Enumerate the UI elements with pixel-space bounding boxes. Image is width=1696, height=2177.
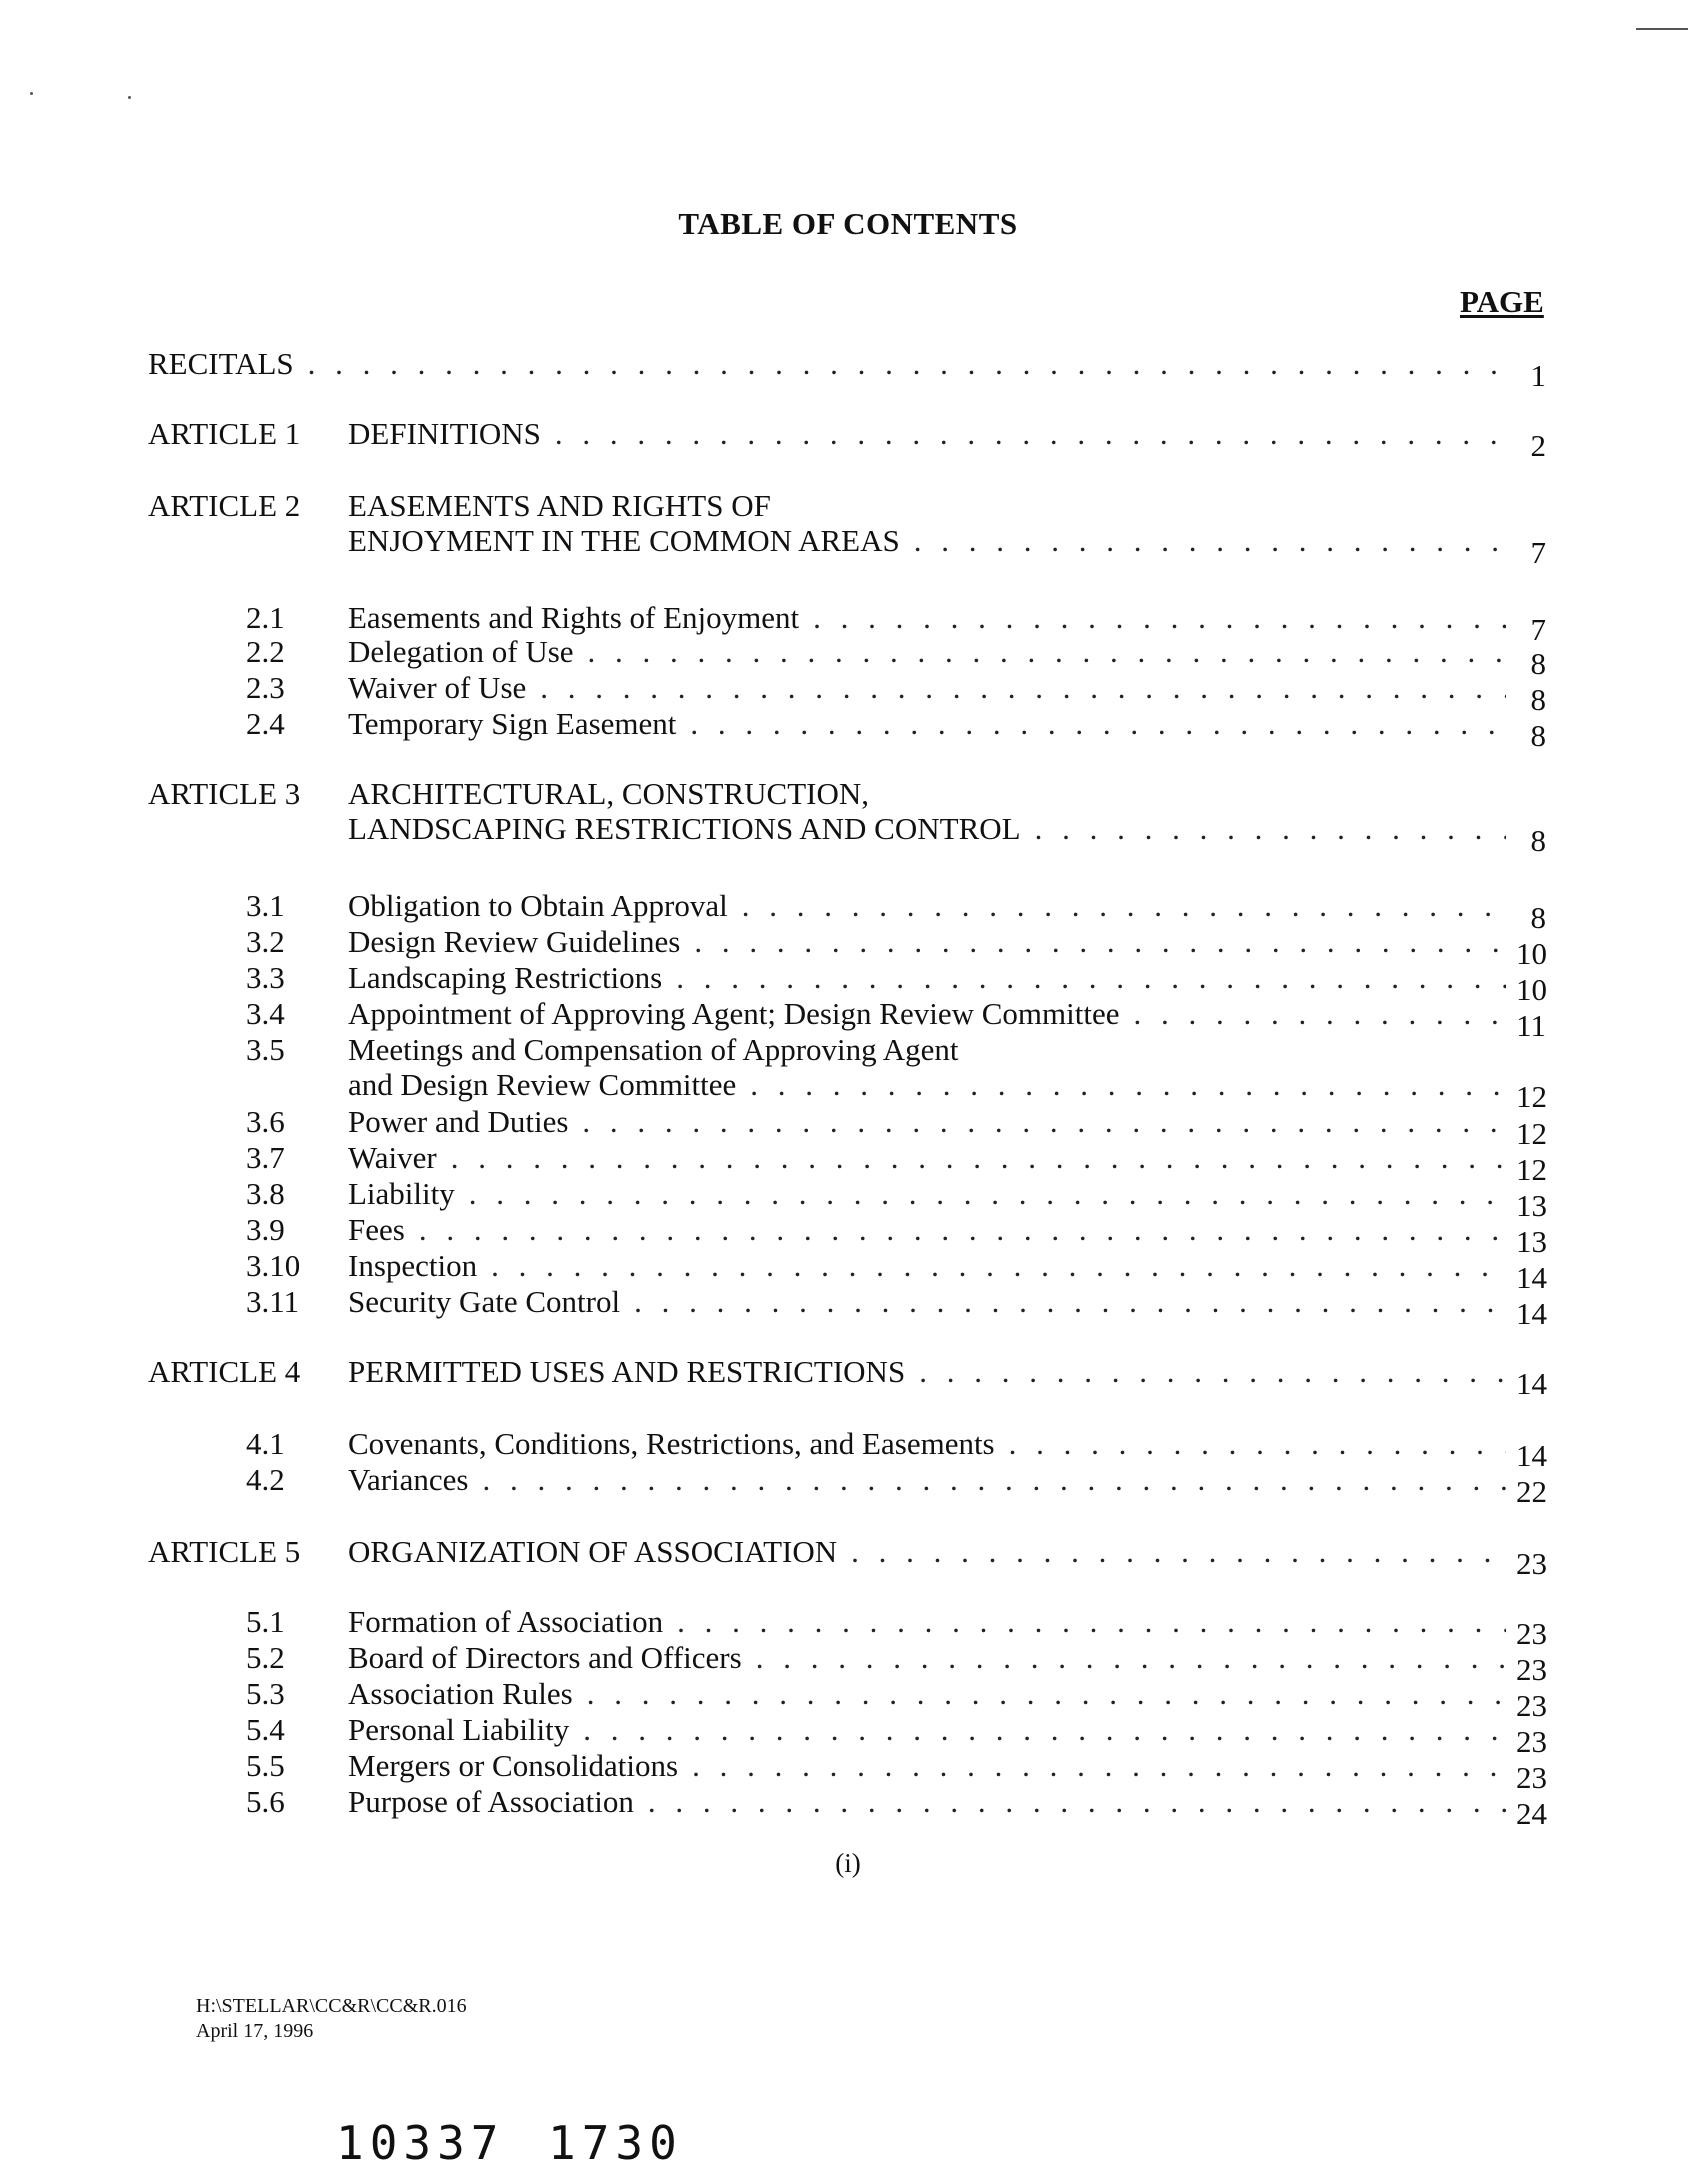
toc-page-number: 10: [1516, 972, 1547, 1007]
dot-leader: [692, 1748, 1506, 1784]
page-title: TABLE OF CONTENTS: [678, 206, 1018, 241]
toc-entry-line: [348, 600, 1546, 647]
toc-page-number: 8: [1530, 682, 1546, 717]
toc-entry-title-line: EASEMENTS AND RIGHTS OF: [348, 488, 771, 523]
toc-page-number: 14: [1516, 1260, 1547, 1295]
toc-section-number: 3.11: [246, 1284, 300, 1319]
dot-leader: [919, 1354, 1506, 1390]
dot-leader: [1133, 996, 1506, 1032]
toc-section-number: 3.10: [246, 1248, 301, 1283]
dot-leader: [690, 706, 1506, 742]
page-number-marker: (i): [835, 1848, 861, 1878]
dot-leader: [750, 1067, 1506, 1103]
dot-leader: [914, 523, 1506, 559]
toc-entry-line: [348, 1104, 1547, 1151]
toc-section-number: 2.2: [246, 634, 285, 669]
toc-entry-title: ENJOYMENT IN THE COMMON AREAS: [348, 523, 900, 558]
toc-page-number: 1: [1530, 358, 1546, 393]
toc-entry-title: Landscaping Restrictions: [348, 960, 663, 995]
toc-page-number: 23: [1516, 1652, 1547, 1687]
dot-leader: [694, 924, 1506, 960]
toc-entry-title-line: ARCHITECTURAL, CONSTRUCTION,: [348, 776, 869, 811]
dot-leader: [588, 634, 1506, 670]
toc-article-label: ARTICLE 1: [148, 416, 301, 451]
toc-entry-title: Association Rules: [348, 1676, 573, 1711]
toc-page-number: 7: [1530, 535, 1546, 570]
dot-leader: [582, 1104, 1506, 1140]
dot-leader: [648, 1784, 1506, 1820]
toc-page-number: 11: [1516, 1008, 1546, 1043]
toc-entry-line: [348, 1354, 1547, 1401]
file-path: H:\STELLAR\CC&R\CC&R.016: [196, 1995, 467, 2017]
toc-entry-line: [348, 670, 1546, 717]
toc-entry-title: Temporary Sign Easement: [348, 706, 677, 741]
toc-entry-line: [348, 706, 1546, 753]
dot-leader: [1035, 811, 1506, 847]
toc-section-number: 5.1: [246, 1604, 285, 1639]
toc-page-number: 8: [1530, 823, 1546, 858]
dot-leader: [676, 960, 1506, 996]
dot-leader: [756, 1640, 1506, 1676]
dot-leader: [677, 1604, 1506, 1640]
toc-entry-line: [348, 1712, 1547, 1759]
toc-section-number: 2.3: [246, 670, 285, 705]
toc-entry-line: [348, 1067, 1547, 1114]
dot-leader: [491, 1248, 1506, 1284]
toc-entry-line: [348, 1176, 1547, 1223]
toc-page-number: 13: [1516, 1188, 1547, 1223]
toc-page-number: 23: [1516, 1760, 1547, 1795]
toc-section-number: 5.5: [246, 1748, 285, 1783]
toc-section-number: 5.3: [246, 1676, 285, 1711]
toc-entry-title-line: Meetings and Compensation of Approving Agent: [348, 1032, 959, 1067]
toc-entry-title: Purpose of Association: [348, 1784, 634, 1819]
toc-entry-line: [348, 1140, 1547, 1187]
toc-section-number: 4.2: [246, 1462, 285, 1497]
dot-leader: [451, 1140, 1506, 1176]
toc-entry-line: [348, 1284, 1547, 1331]
toc-page-number: 14: [1516, 1366, 1547, 1401]
toc-section-number: 3.5: [246, 1032, 285, 1067]
toc-entry-title: Delegation of Use: [348, 634, 574, 669]
toc-entry-line: [348, 888, 1546, 935]
toc-entry-line: [348, 1212, 1547, 1259]
toc-entry-title: Inspection: [348, 1248, 478, 1283]
toc-page-number: 23: [1516, 1688, 1547, 1723]
toc-entry-line: [348, 1604, 1547, 1651]
toc-entry-line: [148, 346, 1546, 393]
toc-entry-line: [348, 1748, 1547, 1795]
toc-entry-line: [348, 1534, 1547, 1581]
dot-leader: [813, 600, 1506, 636]
toc-entry-title: Board of Directors and Officers: [348, 1640, 742, 1675]
toc-entry-title: RECITALS: [148, 346, 294, 381]
toc-section-number: 3.6: [246, 1104, 285, 1139]
toc-page-number: 7: [1530, 612, 1546, 647]
toc-page-number: 8: [1530, 646, 1546, 681]
page-column-heading: PAGE: [1460, 284, 1544, 319]
dot-leader: [483, 1462, 1507, 1498]
toc-section-number: 5.6: [246, 1784, 285, 1819]
toc-page-number: 23: [1516, 1546, 1547, 1581]
toc-page-number: 2: [1530, 428, 1546, 463]
toc-page-number: 8: [1530, 900, 1546, 935]
dot-leader: [634, 1284, 1506, 1320]
toc-section-number: 3.4: [246, 996, 285, 1031]
toc-entry-title: Covenants, Conditions, Restrictions, and Easements: [348, 1426, 995, 1461]
toc-entry-title: LANDSCAPING RESTRICTIONS AND CONTROL: [348, 811, 1021, 846]
toc-entry-line: [348, 1640, 1547, 1687]
toc-entry-title: Liability: [348, 1176, 455, 1211]
toc-entry-title: Easements and Rights of Enjoyment: [348, 600, 800, 635]
toc-entry-line: [348, 924, 1547, 971]
toc-section-number: 4.1: [246, 1426, 285, 1461]
toc-page-number: 10: [1516, 936, 1547, 971]
dot-leader: [540, 670, 1506, 706]
toc-section-number: 3.9: [246, 1212, 285, 1247]
toc-entry-title: ORGANIZATION OF ASSOCIATION: [348, 1534, 838, 1569]
toc-page-number: 24: [1516, 1796, 1547, 1831]
toc-entry-title: DEFINITIONS: [348, 416, 541, 451]
toc-entry-title: Waiver of Use: [348, 670, 527, 705]
dot-leader: [308, 346, 1506, 382]
toc-entry-title: Design Review Guidelines: [348, 924, 681, 959]
toc-entry-line: [348, 811, 1546, 858]
toc-entry-line: [348, 960, 1547, 1007]
toc-article-label: ARTICLE 5: [148, 1534, 301, 1569]
toc-section-number: 2.1: [246, 600, 285, 635]
toc-section-number: 5.4: [246, 1712, 285, 1747]
toc-section-number: 3.1: [246, 888, 285, 923]
scan-edge-mark: [1636, 28, 1688, 30]
toc-entry-line: [348, 523, 1546, 570]
dot-leader: [742, 888, 1506, 924]
dot-leader: [419, 1212, 1506, 1248]
toc-page-number: 22: [1516, 1474, 1547, 1509]
document-date: April 17, 1996: [196, 2020, 314, 2042]
dot-leader: [587, 1676, 1506, 1712]
toc-entry-title: Security Gate Control: [348, 1284, 621, 1319]
dot-leader: [583, 1712, 1506, 1748]
toc-article-label: ARTICLE 4: [148, 1354, 301, 1389]
toc-entry-line: [348, 996, 1546, 1043]
toc-page-number: 23: [1516, 1616, 1547, 1651]
toc-entry-title: Obligation to Obtain Approval: [348, 888, 728, 923]
toc-entry-title: Formation of Association: [348, 1604, 664, 1639]
stamp-number-right: 1730: [548, 2116, 683, 2170]
toc-page-number: 12: [1516, 1079, 1547, 1114]
toc-section-number: 3.2: [246, 924, 285, 959]
toc-entry-line: [348, 1462, 1547, 1509]
toc-section-number: 3.3: [246, 960, 285, 995]
toc-entry-title: Power and Duties: [348, 1104, 569, 1139]
toc-entry-title: Waiver: [348, 1140, 437, 1175]
toc-entry-line: [348, 634, 1546, 681]
toc-page-number: 13: [1516, 1224, 1547, 1259]
toc-entry-title: and Design Review Committee: [348, 1067, 737, 1102]
scan-speck: [30, 92, 33, 95]
toc-page-number: 8: [1530, 718, 1546, 753]
toc-entry-title: Appointment of Approving Agent; Design Review Committee: [348, 996, 1120, 1031]
toc-entry-line: [348, 1426, 1547, 1473]
toc-page-number: 14: [1516, 1296, 1547, 1331]
toc-page-number: 23: [1516, 1724, 1547, 1759]
scan-speck: [128, 96, 131, 99]
stamp-number-left: 10337: [336, 2116, 505, 2170]
toc-entry-line: [348, 1248, 1547, 1295]
toc-section-number: 3.7: [246, 1140, 285, 1175]
toc-entry-title: Personal Liability: [348, 1712, 570, 1747]
toc-page-number: 14: [1516, 1438, 1547, 1473]
toc-entry-line: [348, 416, 1546, 463]
toc-section-number: 2.4: [246, 706, 285, 741]
toc-page-number: 12: [1516, 1152, 1547, 1187]
toc-entry-title: Mergers or Consolidations: [348, 1748, 679, 1783]
toc-article-label: ARTICLE 3: [148, 776, 301, 811]
toc-entry-line: [348, 1784, 1547, 1831]
toc-entry-title: Fees: [348, 1212, 405, 1247]
dot-leader: [1009, 1426, 1506, 1462]
dot-leader: [469, 1176, 1506, 1212]
toc-entry-line: [348, 1676, 1547, 1723]
dot-leader: [851, 1534, 1506, 1570]
toc-section-number: 5.2: [246, 1640, 285, 1675]
toc-section-number: 3.8: [246, 1176, 285, 1211]
toc-entry-title: PERMITTED USES AND RESTRICTIONS: [348, 1354, 906, 1389]
toc-page-number: 12: [1516, 1116, 1547, 1151]
toc-entry-title: Variances: [348, 1462, 469, 1497]
dot-leader: [555, 416, 1506, 452]
toc-article-label: ARTICLE 2: [148, 488, 301, 523]
